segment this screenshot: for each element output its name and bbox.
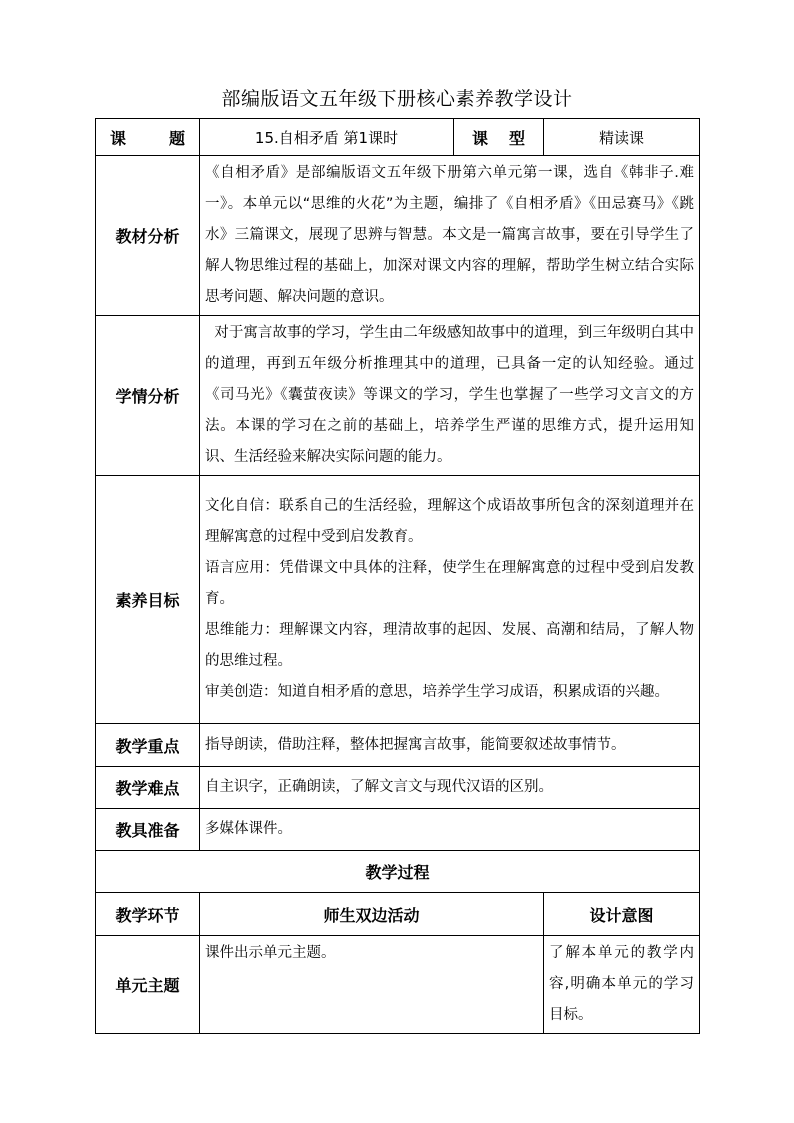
process-title-row [96, 851, 700, 893]
col-activity-header: 师生双边活动 [200, 893, 544, 936]
process-row [96, 936, 700, 1034]
material-text: 《自相矛盾》是部编版语文五年级下册第六单元第一课，选自《韩非子.难一》。本单元以“思维的火花”为主题，编排了《自相矛盾》《田忌赛马》《跳水》三篇课文，展现了思辨与智慧。本文是一篇寓言故事，要在引导学生了解人物思维过程的基础上，加深对课文内容的理解，帮助学生树立结合实际思考问题、解决问题的意识。 [200, 156, 700, 316]
type-value: 精读课 [544, 119, 700, 156]
goal-item-aesthetics: 审美创造：知道自相矛盾的意思，培养学生学习成语，积累成语的兴趣。 [205, 684, 669, 700]
students-row [96, 316, 700, 476]
type-label-a: 课 [472, 128, 489, 148]
header-row [96, 119, 700, 156]
process-title: 教学过程 [96, 851, 700, 893]
type-label-b: 型 [509, 128, 526, 148]
goals-label: 素养目标 [96, 476, 200, 724]
tools-text: 多媒体课件。 [200, 809, 700, 851]
students-label: 学情分析 [96, 316, 200, 476]
process-intent: 了解本单元的教学内容,明确本单元的学习目标。 [544, 936, 700, 1034]
key-points-text: 指导朗读，借助注释，整体把握寓言故事，能简要叙述故事情节。 [200, 724, 700, 767]
type-label-cell [454, 119, 544, 156]
difficulties-text: 自主识字，正确朗读，了解文言文与现代汉语的区别。 [200, 767, 700, 809]
material-label: 教材分析 [96, 156, 200, 316]
difficulties-label: 教学难点 [96, 767, 200, 809]
goal-item-language: 语言应用：凭借课文中具体的注释，使学生在理解寓意的过程中受到启发教育。 [205, 560, 695, 607]
goal-item-thinking: 思维能力：理解课文内容，理清故事的起因、发展、高潮和结局，了解人物的思维过程。 [205, 622, 695, 669]
process-activity: 课件出示单元主题。 [200, 936, 544, 1034]
goals-row [96, 476, 700, 724]
col-intent-header: 设计意图 [544, 893, 700, 936]
lesson-plan-table [95, 118, 700, 1034]
topic-value: 15.自相矛盾 第1课时 [200, 119, 454, 156]
topic-label-a: 课 [110, 128, 127, 148]
key-points-label: 教学重点 [96, 724, 200, 767]
students-text: 对于寓言故事的学习，学生由二年级感知故事中的道理，到三年级明白其中的道理，再到五年级分析推理其中的道理，已具备一定的认知经验。通过《司马光》《囊萤夜读》等课文的学习，学生也掌握了一些学习文言文的方法。本课的学习在之前的基础上，培养学生严谨的思维方式，提升运用知识、生活经验来解决实际问题的能力。 [200, 316, 700, 476]
goals-list [200, 476, 700, 724]
process-stage: 单元主题 [96, 936, 200, 1034]
material-row [96, 156, 700, 316]
tools-label: 教具准备 [96, 809, 200, 851]
topic-label-b: 题 [168, 128, 185, 148]
key-points-row [96, 724, 700, 767]
goal-item-culture: 文化自信：联系自己的生活经验，理解这个成语故事所包含的深刻道理并在理解寓意的过程中受到启发教育。 [205, 498, 695, 545]
process-header-row [96, 893, 700, 936]
tools-row [96, 809, 700, 851]
page-title: 部编版语文五年级下册核心素养教学设计 [221, 88, 573, 110]
difficulties-row [96, 767, 700, 809]
col-stage-header: 教学环节 [96, 893, 200, 936]
topic-label-cell [96, 119, 200, 156]
